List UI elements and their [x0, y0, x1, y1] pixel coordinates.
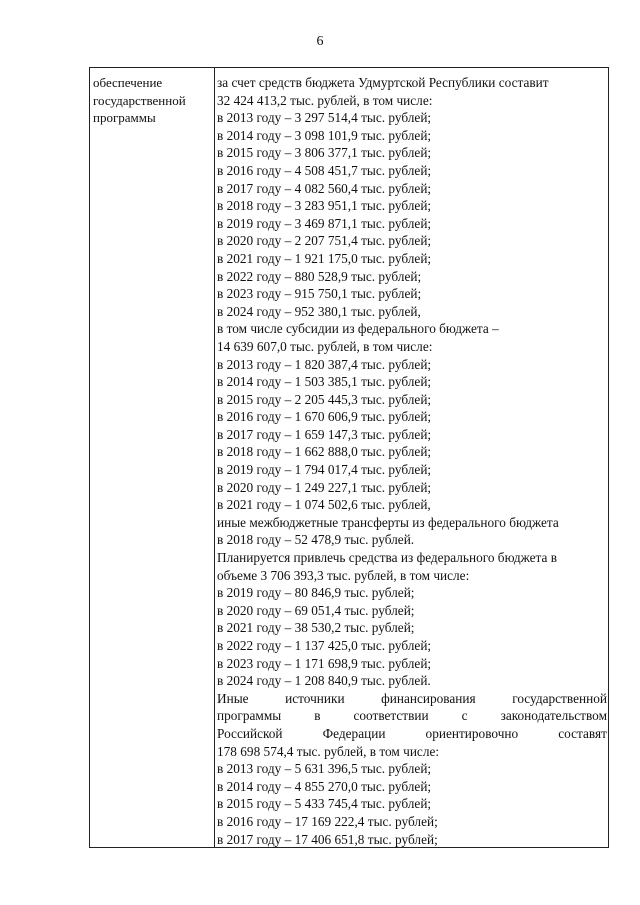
- word: программы: [217, 708, 282, 724]
- text-line: в 2015 году – 3 806 377,1 тыс. рублей;: [217, 145, 432, 161]
- left-cell-line: государственной: [93, 92, 186, 108]
- word: в: [314, 708, 321, 724]
- text-line: иные межбюджетные трансферты из федерального бюджета: [217, 514, 559, 530]
- text-line: в 2023 году – 1 171 698,9 тыс. рублей;: [217, 655, 432, 671]
- right-cell: [217, 74, 607, 848]
- word: Российской: [217, 725, 283, 741]
- text-line: в 2018 году – 52 478,9 тыс. рублей.: [217, 532, 415, 548]
- text-line: в 2013 году – 1 820 387,4 тыс. рублей;: [217, 356, 432, 372]
- text-line: в 2014 году – 1 503 385,1 тыс. рублей;: [217, 374, 432, 390]
- text-line: в 2018 году – 1 662 888,0 тыс. рублей;: [217, 444, 432, 460]
- text-line: в 2022 году – 880 528,9 тыс. рублей;: [217, 268, 422, 284]
- text-line: в 2019 году – 3 469 871,1 тыс. рублей;: [217, 215, 432, 231]
- text-line: в 2015 году – 2 205 445,3 тыс. рублей;: [217, 391, 432, 407]
- word: Иные: [217, 690, 249, 706]
- text-line: 14 639 607,0 тыс. рублей, в том числе:: [217, 338, 433, 354]
- word: законодательством: [500, 708, 607, 724]
- funding-table: [89, 67, 609, 848]
- text-line: в 2020 году – 1 249 227,1 тыс. рублей;: [217, 479, 432, 495]
- word: государственной: [512, 690, 607, 706]
- text-line: в 2017 году – 1 659 147,3 тыс. рублей;: [217, 426, 432, 442]
- word: финансирования: [381, 690, 476, 706]
- text-line: в 2016 году – 1 670 606,9 тыс. рублей;: [217, 409, 432, 425]
- text-line: объеме 3 706 393,3 тыс. рублей, в том числе:: [217, 567, 470, 583]
- text-line: в 2022 году – 1 137 425,0 тыс. рублей;: [217, 638, 432, 653]
- text-line: в 2021 году – 1 921 175,0 тыс. рублей;: [217, 250, 432, 266]
- left-cell-line: программы: [93, 110, 156, 126]
- column-divider: [214, 68, 215, 847]
- word: составят: [558, 725, 607, 741]
- text-line: в 2024 году – 1 208 840,9 тыс. рублей.: [217, 673, 431, 689]
- text-line: 32 424 413,2 тыс. рублей, в том числе:: [217, 92, 433, 108]
- text-line: в 2017 году – 4 082 560,4 тыс. рублей;: [217, 180, 432, 196]
- word: с: [461, 708, 468, 724]
- text-line: в 2020 году – 69 051,4 тыс. рублей;: [217, 602, 415, 618]
- text-line: за счет средств бюджета Удмуртской Республики составит: [217, 75, 549, 90]
- text-line: в 2021 году – 38 530,2 тыс. рублей;: [217, 620, 415, 636]
- text-line: в 2020 году – 2 207 751,4 тыс. рублей;: [217, 233, 432, 249]
- text-line: Планируется привлечь средства из федерального бюджета в: [217, 550, 557, 566]
- justified-line: [217, 725, 607, 743]
- text-line: в 2014 году – 4 855 270,0 тыс. рублей;: [217, 778, 432, 794]
- text-line: в 2016 году – 17 169 222,4 тыс. рублей;: [217, 813, 438, 829]
- left-cell: [93, 74, 211, 127]
- text-line: в 2024 году – 952 380,1 тыс. рублей,: [217, 303, 421, 319]
- justified-line: [217, 690, 607, 708]
- text-line: в 2016 году – 4 508 451,7 тыс. рублей;: [217, 162, 432, 178]
- word: соответствии: [353, 708, 429, 724]
- text-line: в 2023 году – 915 750,1 тыс. рублей;: [217, 286, 422, 302]
- text-line: в 2013 году – 3 297 514,4 тыс. рублей;: [217, 110, 432, 126]
- word: Федерации: [322, 725, 386, 741]
- word: ориентировочно: [425, 725, 519, 741]
- text-line: в 2021 году – 1 074 502,6 тыс. рублей,: [217, 497, 431, 513]
- word: источники: [285, 690, 345, 706]
- left-cell-line: обеспечение: [93, 75, 163, 90]
- text-line: в 2017 году – 17 406 651,8 тыс. рублей;: [217, 831, 438, 847]
- text-line: в 2019 году – 1 794 017,4 тыс. рублей;: [217, 462, 432, 478]
- text-line: в 2015 году – 5 433 745,4 тыс. рублей;: [217, 796, 432, 812]
- text-line: в том числе субсидии из федерального бюджета –: [217, 321, 499, 337]
- justified-line: [217, 707, 607, 725]
- text-line: в 2019 году – 80 846,9 тыс. рублей;: [217, 585, 415, 601]
- page-number: 6: [316, 34, 324, 49]
- text-line: в 2018 году – 3 283 951,1 тыс. рублей;: [217, 198, 432, 214]
- text-line: 178 698 574,4 тыс. рублей, в том числе:: [217, 743, 440, 759]
- text-line: в 2014 году – 3 098 101,9 тыс. рублей;: [217, 127, 432, 143]
- text-line: в 2013 году – 5 631 396,5 тыс. рублей;: [217, 761, 432, 777]
